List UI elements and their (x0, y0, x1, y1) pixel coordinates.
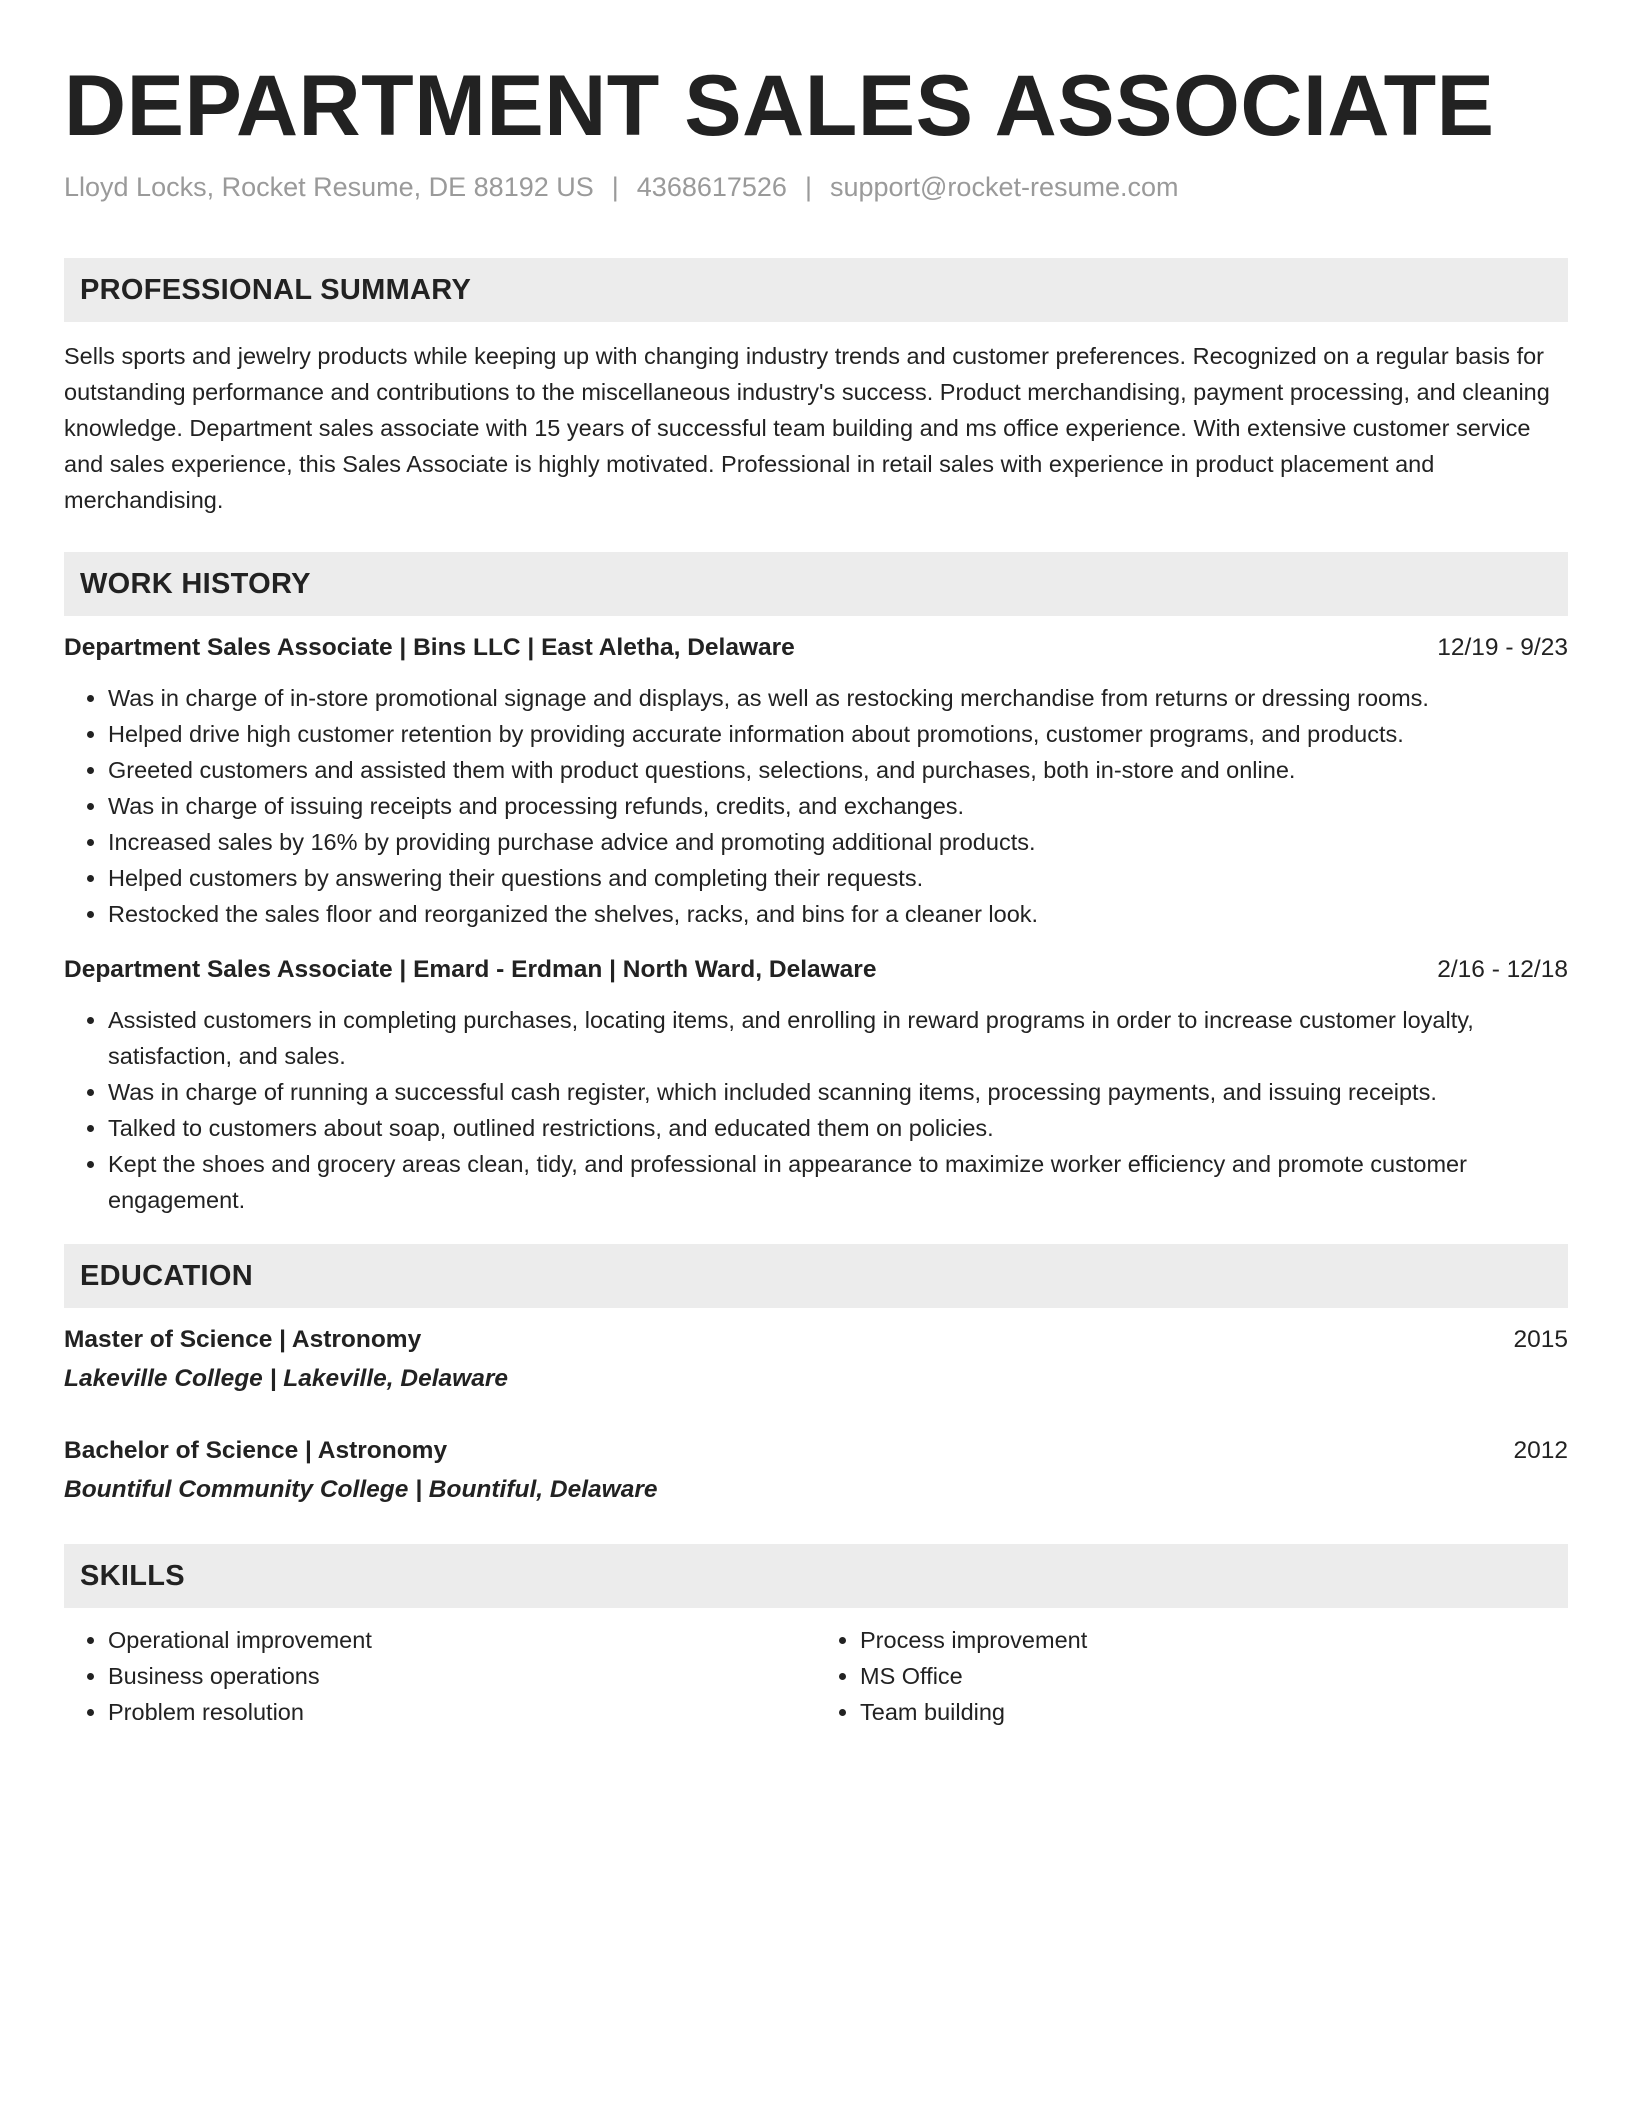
job-bullet: • Was in charge of issuing receipts and processing refunds, credits, and exchanges. (108, 788, 1568, 824)
job-bullet: • Increased sales by 16% by providing purchase advice and promoting additional products. (108, 824, 1568, 860)
skills-list (64, 1622, 1568, 1730)
skill-item: • Team building (860, 1694, 1568, 1730)
section-header-summary: PROFESSIONAL SUMMARY (64, 258, 1568, 322)
education-entry (64, 1433, 1568, 1508)
education-degree: Bachelor of Science | Astronomy (64, 1437, 448, 1464)
job-bullet: • Greeted customers and assisted them with product questions, selections, and purchases, both in-store and online. (108, 752, 1568, 788)
education-degree: Master of Science | Astronomy (64, 1326, 422, 1353)
education-header (64, 1322, 1568, 1358)
job-bullets (64, 1002, 1568, 1218)
education-year: 2015 (1513, 1326, 1568, 1353)
skill-item: • MS Office (860, 1658, 1568, 1694)
job-bullet: • Talked to customers about soap, outlined restrictions, and educated them on policies. (108, 1110, 1568, 1146)
education-entry (64, 1322, 1568, 1397)
education-school: Lakeville College | Lakeville, Delaware (64, 1365, 509, 1392)
job-title: Department Sales Associate | Bins LLC | East Aletha, Delaware (64, 634, 795, 661)
job-entry (64, 630, 1568, 932)
job-header (64, 630, 1568, 666)
summary-text: Sells sports and jewelry products while keeping up with changing industry trends and customer preferences. Recognized on a regular basis for outstanding performance and contributions to the miscellaneous industry's success. Product merchandising, payment processing, and cleaning knowledge. Department sales associate with 15 years of successful team building and ms office experience. With extensive customer service and sales experience, this Sales Associate is highly motivated. Professional in retail sales with experience in product placement and merchandising. (64, 343, 1550, 513)
skill-item: • Process improvement (860, 1622, 1568, 1658)
job-bullet: • Was in charge of running a successful cash register, which included scanning items, processing payments, and issuing receipts. (108, 1074, 1568, 1110)
job-header (64, 952, 1568, 988)
skill-item: • Operational improvement (108, 1622, 816, 1658)
section-header-skills: SKILLS (64, 1544, 1568, 1608)
education-header (64, 1433, 1568, 1469)
job-entry (64, 952, 1568, 1218)
education-year: 2012 (1513, 1437, 1568, 1464)
contact-separator: | (804, 172, 812, 202)
contact-email: support@rocket-resume.com (829, 172, 1179, 202)
job-bullet: • Was in charge of in-store promotional signage and displays, as well as restocking merchandise from returns or dressing rooms. (108, 680, 1568, 716)
job-bullet: • Restocked the sales floor and reorganized the shelves, racks, and bins for a cleaner look. (108, 896, 1568, 932)
job-dates: 12/19 - 9/23 (1437, 634, 1568, 661)
job-dates: 2/16 - 12/18 (1437, 956, 1568, 983)
job-title: Department Sales Associate | Emard - Erdman | North Ward, Delaware (64, 956, 877, 983)
job-bullets (64, 680, 1568, 932)
job-bullet: • Kept the shoes and grocery areas clean, tidy, and professional in appearance to maximize worker efficiency and promote customer engagement. (108, 1146, 1568, 1218)
skill-item: • Problem resolution (108, 1694, 816, 1730)
job-bullet: • Helped drive high customer retention by providing accurate information about promotions, customer programs, and products. (108, 716, 1568, 752)
contact-separator: | (611, 172, 619, 202)
education-school: Bountiful Community College | Bountiful, Delaware (64, 1476, 658, 1503)
resume-title: DEPARTMENT SALES ASSOCIATE (64, 58, 1495, 154)
section-header-work-history: WORK HISTORY (64, 552, 1568, 616)
section-header-education: EDUCATION (64, 1244, 1568, 1308)
job-bullet: • Helped customers by answering their questions and completing their requests. (108, 860, 1568, 896)
skills-column-right (816, 1622, 1568, 1730)
contact-address: Lloyd Locks, Rocket Resume, DE 88192 US (64, 172, 594, 202)
contact-line (64, 170, 1568, 204)
skills-column-left (64, 1622, 816, 1730)
skill-item: • Business operations (108, 1658, 816, 1694)
job-bullet: • Assisted customers in completing purchases, locating items, and enrolling in reward programs in order to increase customer loyalty, satisfaction, and sales. (108, 1002, 1568, 1074)
contact-phone: 4368617526 (636, 172, 787, 202)
